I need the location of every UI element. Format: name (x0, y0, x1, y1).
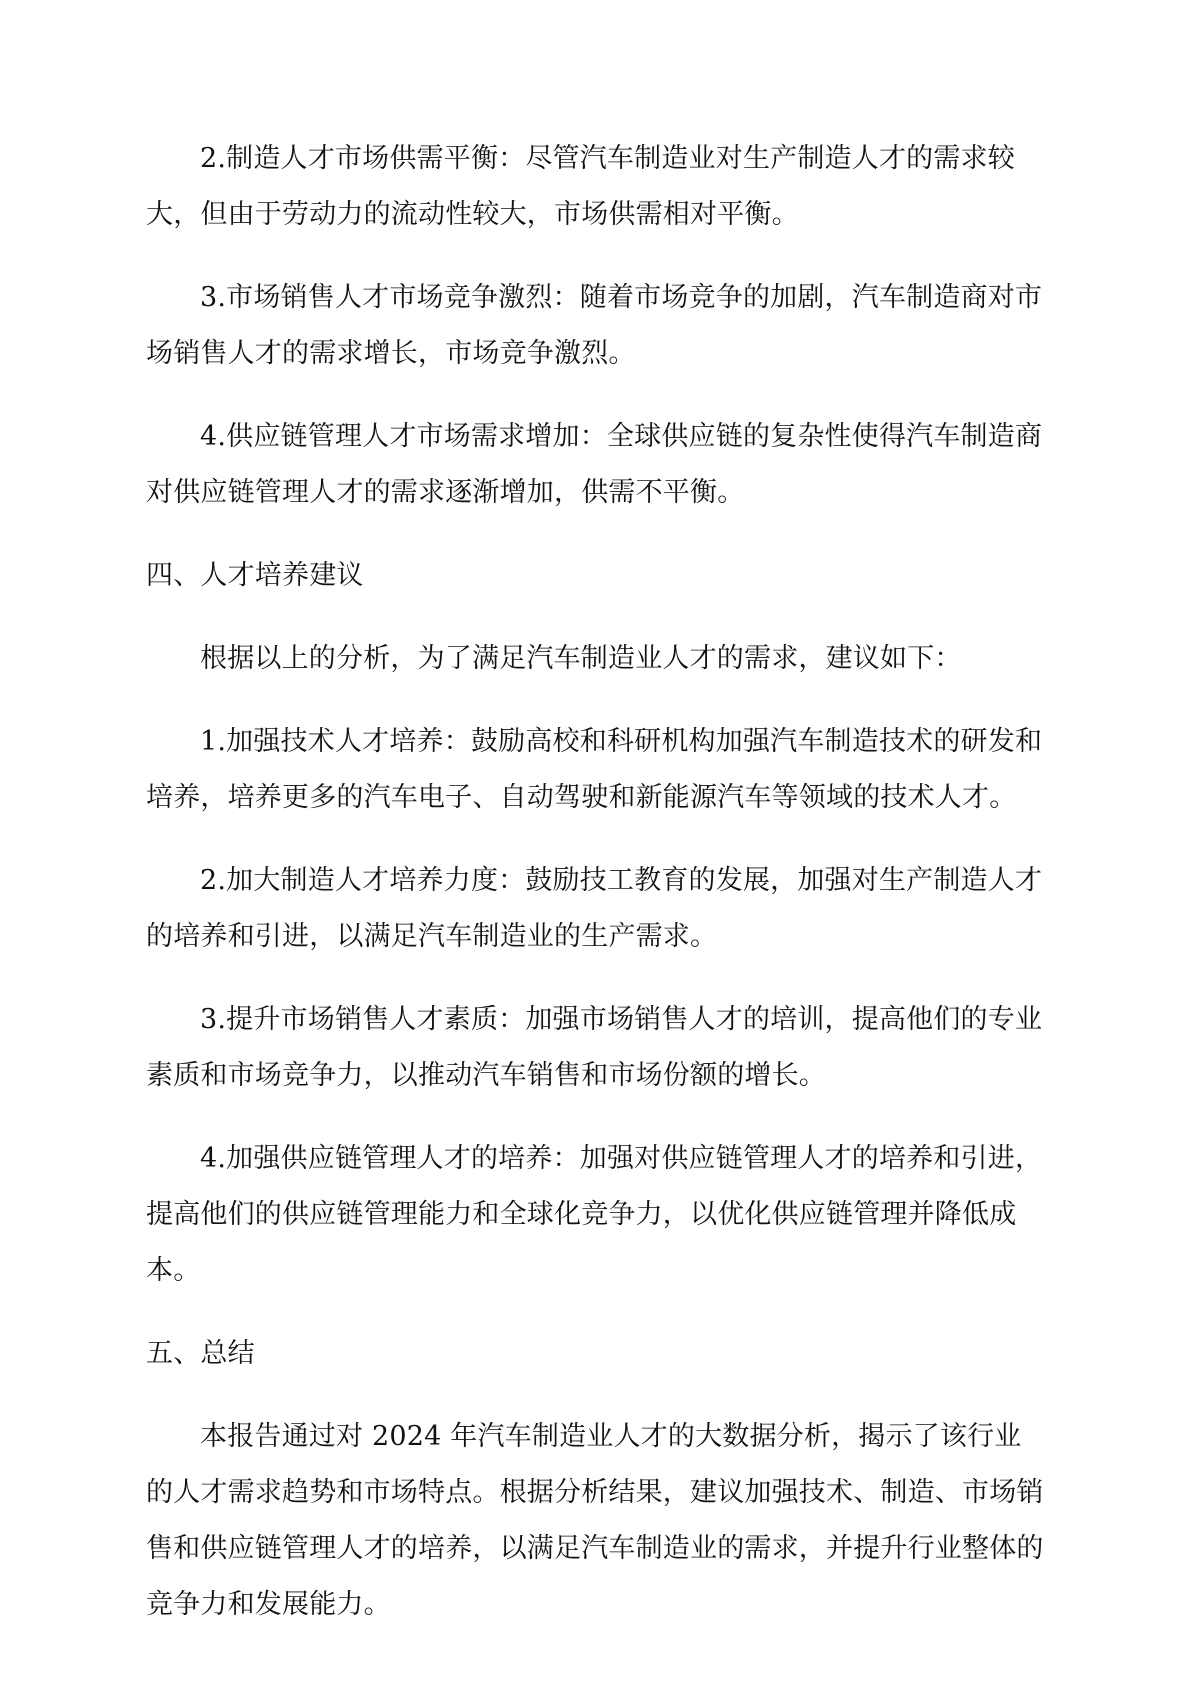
paragraph-supply-demand-4: 4.供应链管理人才市场需求增加：全球供应链的复杂性使得汽车制造商对供应链管理人才的需求逐渐增加，供需不平衡。 (146, 421, 1043, 508)
section-heading-talent-cultivation: 四、人才培养建议 (146, 560, 364, 591)
document-body (146, 131, 1046, 1660)
paragraph-recommendation-3: 3.提升市场销售人才素质：加强市场销售人才的培训，提高他们的专业素质和市场竞争力，以推动汽车销售和市场份额的增长。 (146, 1004, 1043, 1091)
paragraph-supply-demand-2: 2.制造人才市场供需平衡：尽管汽车制造业对生产制造人才的需求较大，但由于劳动力的流动性较大，市场供需相对平衡。 (146, 143, 1015, 230)
paragraph-supply-demand-3: 3.市场销售人才市场竞争激烈：随着市场竞争的加剧，汽车制造商对市场销售人才的需求增长，市场竞争激烈。 (146, 282, 1043, 369)
paragraph-summary: 本报告通过对 2024 年汽车制造业人才的大数据分析，揭示了该行业的人才需求趋势和市场特点。根据分析结果，建议加强技术、制造、市场销售和供应链管理人才的培养，以满足汽车制造业的需求，并提升行业整体的竞争力和发展能力。 (146, 1421, 1044, 1620)
paragraph-recommendation-2: 2.加大制造人才培养力度：鼓励技工教育的发展，加强对生产制造人才的培养和引进，以满足汽车制造业的生产需求。 (146, 865, 1043, 952)
paragraph-recommendation-4: 4.加强供应链管理人才的培养：加强对供应链管理人才的培养和引进，提高他们的供应链管理能力和全球化竞争力，以优化供应链管理并降低成本。 (146, 1143, 1043, 1286)
paragraph-recommendation-1: 1.加强技术人才培养：鼓励高校和科研机构加强汽车制造技术的研发和培养，培养更多的汽车电子、自动驾驶和新能源汽车等领域的技术人才。 (146, 726, 1043, 813)
paragraph-recommendation-intro: 根据以上的分析，为了满足汽车制造业人才的需求，建议如下： (200, 643, 962, 674)
section-heading-summary: 五、总结 (146, 1338, 255, 1369)
